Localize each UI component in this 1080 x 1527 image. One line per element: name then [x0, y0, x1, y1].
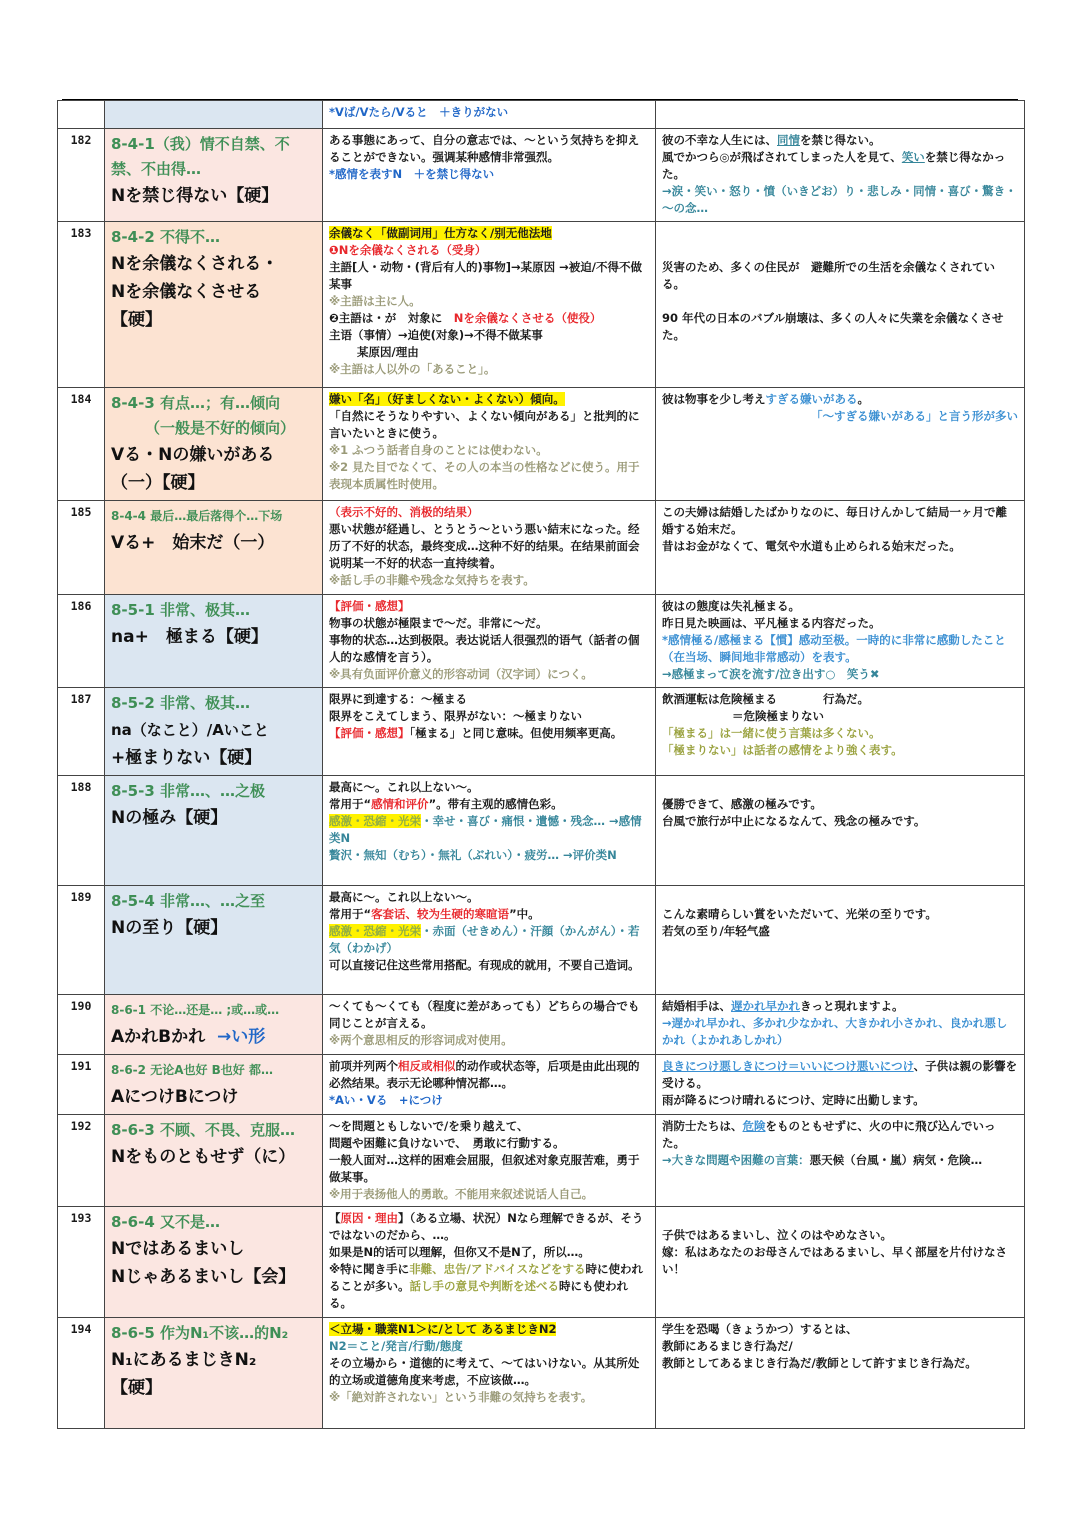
table-row-continued [58, 101, 1025, 129]
explanation-text: 事物的状态…达到极限。表达说话人很强烈的语气（話者の個人的な感情を言う）。 [329, 633, 640, 664]
form-note: *Aい・Vる +につけ [329, 1093, 443, 1107]
keyword: 笑い [901, 150, 925, 164]
explanation-text: 前项并列两个 [329, 1059, 398, 1073]
keyword: 話し手の意見や判断を述べる [409, 1279, 559, 1293]
note: ※具有负面评价意义的形容动词（汉字词）につく。 [329, 667, 593, 681]
pattern-title: na（なこと）/Aいこと [111, 721, 269, 739]
table-row [58, 1115, 1025, 1207]
example-text: 子供ではあるまいし、泣くのはやめなさい。 [662, 1228, 892, 1242]
pattern-cell [105, 1055, 323, 1115]
highlight: 嫌い「名」（好ましくない・よくない）傾向。 [329, 392, 565, 406]
example-text: 学生を恐喝（きょうかつ）するとは、 [662, 1322, 858, 1336]
highlight: ＜立場・職業N1＞に/として あるまじきN2 [329, 1322, 557, 1336]
highlight: 余儀なく「做副词用」仕方なく/别无他法地 [329, 226, 552, 240]
example-text: 彼はの態度は失礼極まる。 [662, 599, 800, 613]
explanation-cell [323, 886, 656, 995]
example-cell [656, 595, 1025, 688]
explanation-text: 限界をこえてしまう、限界がない：～極まりない [329, 709, 582, 723]
example-cell [656, 886, 1025, 995]
entry-code: 8-4-4 最后…最后落得个…下场 [111, 509, 283, 523]
pattern-title: Nをものともせず（に） [111, 1147, 296, 1167]
related-words: →大きな問題や困難の言葉： [662, 1153, 810, 1167]
related-words: →感極まって涙を流す/泣き出す○ 笑う✖ [662, 667, 880, 681]
table-row [58, 129, 1025, 222]
note: ※主語は主に人。 [329, 294, 421, 308]
table-row [58, 886, 1025, 995]
usage-note: 「～すぎる嫌いがある」と言う形が多い [811, 409, 1018, 423]
pattern-title: Nを余儀なくされる・ [111, 254, 279, 274]
idiom-note: *感情極る/感極まる【慣】感动至极。一時的に非常に感動したこと（在当场、瞬间地非常感动）を表す。 [662, 633, 1006, 664]
example-cell [656, 222, 1025, 388]
entry-number: 191 [58, 1055, 105, 1115]
explanation-cell [323, 995, 656, 1055]
keyword: 原因・理由 [340, 1211, 398, 1225]
example-cell [656, 995, 1025, 1055]
entry-code: 8-5-2 非常、极其… [111, 694, 250, 712]
explanation-text: 常用于“ [329, 797, 372, 811]
explanation-cell [323, 776, 656, 886]
example-text: 教師にあるまじき行為だ/ [662, 1339, 793, 1353]
example-cell [656, 101, 1025, 129]
pattern-title: +極まりない【硬】 [111, 748, 262, 768]
pattern-title: Vる+ 始末だ（一） [111, 533, 275, 553]
entry-number: 185 [58, 501, 105, 595]
entry-number: 193 [58, 1207, 105, 1318]
pattern-cell [105, 129, 323, 222]
related-words: →涙・笑い・怒り・憤（いきどお）り・悲しみ・同情・喜び・驚き・～の念… [662, 184, 1017, 215]
form-note: *Vば/Vたら/Vると ＋きりがない [329, 105, 509, 119]
pattern-title: Nを禁じ得ない【硬】 [111, 186, 279, 206]
table-row [58, 1318, 1025, 1429]
pattern-title: Nの至り【硬】 [111, 918, 228, 938]
explanation-text: ※特に聞き手に [329, 1262, 410, 1276]
form-note: N2＝こと/発言/行動/態度 [329, 1339, 463, 1353]
table-row [58, 1207, 1025, 1318]
note: ※話し手の非難や残念な気持ちを表す。 [329, 573, 535, 587]
table-row [58, 1055, 1025, 1115]
table-row [58, 501, 1025, 595]
explanation-text: 一般人面对…这样的困难会屈服，但叙述对象克服苦难，勇于做某事。 [329, 1153, 640, 1184]
entry-code: 8-4-3 有点…；有…倾向 [111, 394, 280, 412]
vocab-list: 悪天候（台風・嵐）病気・危険… [809, 1153, 983, 1167]
explanation-cell [323, 595, 656, 688]
example-text: 災害のため、多くの住民が 避難所での生活を余儀なくされている。 [662, 260, 996, 291]
usage-heading: ❶Nを余儀なくされる（受身） [329, 243, 487, 257]
example-cell [656, 501, 1025, 595]
highlight: 感激・恐縮・光栄 [329, 924, 421, 938]
explanation-text: 時に使われることが多い。 [329, 1262, 644, 1293]
example-text: ＝危険極まりない [732, 709, 824, 723]
explanation-cell [323, 1207, 656, 1318]
explanation-text: ～くても～くても（程度に差があっても）どちらの場合でも同じことが言える。 [329, 999, 640, 1030]
example-text: こんな素晴らしい賞をいただいて、光栄の至りです。 [662, 907, 937, 921]
explanation-text: ～を問題ともしないで/を乗り越えて、 [329, 1119, 529, 1133]
example-text: を禁じ得なかった。 [662, 150, 1006, 181]
explanation-text: ある事態にあって、自分の意志では、～という気持ちを抑えることができない。强调某种感情非常强烈。 [329, 133, 640, 164]
table-row [58, 222, 1025, 388]
example-text: 。 [857, 392, 869, 406]
table-row [58, 995, 1025, 1055]
explanation-cell [323, 222, 656, 388]
register-tag: 【硬】 [111, 310, 162, 330]
usage-heading: 【評価・感想】 [329, 599, 410, 613]
example-cell [656, 388, 1025, 501]
pattern-title: Nの極み【硬】 [111, 808, 228, 828]
entry-code-note: （一般是不好的倾向） [145, 419, 296, 437]
example-text: 飲酒運転は危険極まる 行為だ。 [662, 692, 869, 706]
explanation-text: 物事の状態が極限まで～だ。非常に～だ。 [329, 616, 548, 630]
example-text: 消防士たちは、 [662, 1119, 743, 1133]
example-text: 90 年代の日本のバブル崩壊は、多くの人々に失業を余儀なくさせた。 [662, 311, 1004, 342]
pattern-cell [105, 995, 323, 1055]
entry-number: 183 [58, 222, 105, 388]
highlight: 感激・恐縮・光栄 [329, 814, 421, 828]
entry-code: 8-5-3 非常…、…之极 [111, 782, 265, 800]
explanation-text: 的动作或状态等，后项是由此出现的必然结果。表示无论哪种情况都…。 [329, 1059, 640, 1090]
explanation-cell [323, 501, 656, 595]
explanation-text: 某原因/理由 [357, 345, 419, 359]
related-words: →遅かれ早かれ、多かれ少なかれ、大きかれ小さかれ、良かれ悪しかれ（よかれあしかれ） [662, 1016, 1008, 1047]
note: ※「絶対許されない」という非難の気持ちを表す。 [329, 1390, 593, 1404]
note: ※主語は人以外の「あること」。 [329, 362, 496, 376]
example-cell [656, 688, 1025, 776]
note: ※1 ふつう話者自身のことには使わない。 [329, 443, 548, 457]
example-cell [656, 1055, 1025, 1115]
example-cell [656, 1207, 1025, 1318]
explanation-text: その立場から・道徳的に考えて、～てはいけない。从其所处的立场或道德角度来考虑，不应该做…。 [329, 1356, 640, 1387]
explanation-text: 最高に～。これ以上ない～。 [329, 890, 479, 904]
example-text: 若気の至り/年轻气盛 [662, 924, 770, 938]
grammar-table [57, 100, 1025, 1429]
entry-number: 186 [58, 595, 105, 688]
note: ※用于表扬他人的勇敢。不能用来叙述说话人自己。 [329, 1187, 594, 1201]
explanation-text: ”。带有主观的感情色彩。 [428, 797, 563, 811]
pattern-title: （一）【硬】 [111, 473, 205, 493]
keyword: 客套话、较为生硬的寒暄语 [371, 907, 510, 921]
example-text: 教師としてあるまじき行為だ/教師として許すまじき行為だ。 [662, 1356, 977, 1370]
entry-number: 190 [58, 995, 105, 1055]
example-text: を禁じ得ない。 [800, 133, 881, 147]
entry-number: 189 [58, 886, 105, 995]
example-text: 彼は物事を少し考え [662, 392, 766, 406]
pattern-title: Nを余儀なくさせる [111, 282, 262, 302]
example-text: きっと現れますよ。 [800, 999, 904, 1013]
usage-heading: 【評価・感想】 [329, 726, 410, 740]
pattern-cell [105, 1207, 323, 1318]
pattern-cell [105, 595, 323, 688]
explanation-cell [323, 1055, 656, 1115]
example-text: 彼の不幸な人生には、 [662, 133, 777, 147]
explanation-text: 】（ある立場、状況）Nなら理解できるが、そうではないのだから、…。 [329, 1211, 644, 1242]
entry-number: 192 [58, 1115, 105, 1207]
keyword: 相反或相似 [398, 1059, 456, 1073]
explanation-text: 主語[人・动物・(背后有人的)事物]→某原因 →被迫/不得不做某事 [329, 260, 642, 291]
explanation-text: 常用于“ [329, 907, 372, 921]
explanation-text: 限界に到達する：～極まる [329, 692, 467, 706]
entry-code: 8-5-4 非常…、…之至 [111, 892, 265, 910]
example-text: 雨が降るにつけ晴れるにつけ、定時に出勤します。 [662, 1093, 925, 1107]
example-cell [656, 1115, 1025, 1207]
keyword: 同情 [777, 133, 800, 147]
example-text: この夫婦は結婚したばかりなのに、毎日けんかして結局一ヶ月で離婚する始末だ。 [662, 505, 1007, 536]
pattern-title: Vる・Nの嫌いがある [111, 445, 275, 465]
example-cell [656, 129, 1025, 222]
entry-code: 8-6-2 无论A也好 B也好 都… [111, 1063, 273, 1077]
table-row [58, 388, 1025, 501]
entry-number: 184 [58, 388, 105, 501]
entry-number: 188 [58, 776, 105, 886]
keyword: 遅かれ早かれ [731, 999, 800, 1013]
entry-code: 8-6-5 作为N₁不该…的N₂ [111, 1324, 289, 1342]
explanation-text: ”中。 [509, 907, 540, 921]
keyword: 非難、忠告/アドバイスなどをする [409, 1262, 586, 1276]
pattern-title: N₁にあるまじきN₂ [111, 1350, 257, 1370]
keyword: すぎる嫌いがある [765, 392, 858, 406]
entry-number: 194 [58, 1318, 105, 1429]
pattern-title: AにつけBにつけ [111, 1087, 239, 1107]
pattern-cell [105, 101, 323, 129]
example-text: 嫁：私はあなたのお母さんではあるまいし、早く部屋を片付けなさい！ [662, 1245, 1007, 1276]
entry-code: 8-4-2 不得不… [111, 228, 220, 246]
pattern-title: Nじゃあるまいし【会】 [111, 1267, 296, 1287]
keyword: 危険 [742, 1119, 766, 1133]
entry-code: 8-4-1（我）情不自禁、不禁、不由得… [111, 135, 290, 178]
example-text: をものともせずに、火の中に飛び込んでいった。 [662, 1119, 996, 1150]
example-text: 昔はお金がなくて、電気や水道も止められる始末だった。 [662, 539, 961, 553]
explanation-cell [323, 1318, 656, 1429]
register-tag: 【硬】 [111, 1378, 162, 1398]
entry-code: 8-6-3 不顾、不畏、克服… [111, 1121, 295, 1139]
explanation-text: 如果是N的话可以理解，但你又不是N了，所以…。 [329, 1245, 590, 1259]
pattern-cell [105, 688, 323, 776]
entry-number: 182 [58, 129, 105, 222]
pattern-cell [105, 886, 323, 995]
explanation-text: 最高に～。これ以上ない～。 [329, 780, 479, 794]
pattern-title: na+ 極まる【硬】 [111, 627, 268, 647]
vocab-list: ・赤面（せきめん）・汗顔（かんがん）・若気（わかげ） [329, 924, 640, 955]
explanation-text: 悪い状態が経過し、とうとう～という悪い結末になった。经历了不好的状态，最终变成…这种不好的结果。在结果前面会说明某一不好的状态一直持续着。 [329, 522, 640, 570]
usage-note: 「極まりない」は話者の感情をより強く表す。 [662, 743, 903, 757]
pattern-cell [105, 501, 323, 595]
explanation-cell [323, 688, 656, 776]
example-text: 優勝できて、感激の極みです。 [662, 797, 822, 811]
pattern-cell [105, 1115, 323, 1207]
entry-number: 187 [58, 688, 105, 776]
table-row [58, 595, 1025, 688]
entry-code: 8-6-1 不论…还是… ;或…或… [111, 1003, 280, 1017]
explanation-text: 【 [329, 1211, 341, 1225]
keyword: 感情和评价 [371, 797, 429, 811]
vocab-list: ・幸せ・喜び・痛恨・遺憾・残念… →感情类N [329, 814, 642, 845]
example-text: 、子供は親の影響を受ける。 [662, 1059, 1018, 1090]
note: ※两个意思相反的形容词成对使用。 [329, 1033, 513, 1047]
explanation-text: 「極まる」と同じ意味。但使用频率更高。 [409, 726, 623, 740]
example-text: 台風で旅行が中止になるなんて、残念の極みです。 [662, 814, 926, 828]
explanation-text: 問題や困難に負けないで、 勇敢に行動する。 [329, 1136, 565, 1150]
explanation-cell [323, 129, 656, 222]
pattern-cell [105, 222, 323, 388]
number-cell [58, 101, 105, 129]
usage-note: 「極まる」は一緒に使う言葉は多くない。 [662, 726, 881, 740]
example-cell [656, 776, 1025, 886]
usage-heading: （表示不好的、消极的结果） [329, 505, 479, 519]
pattern-title: Nではあるまいし [111, 1239, 245, 1259]
example-text: 結婚相手は、 [662, 999, 731, 1013]
form-note: *感情を表すN ＋を禁じ得ない [329, 167, 495, 181]
table-row [58, 776, 1025, 886]
explanation-cell [323, 388, 656, 501]
example-text: 風でかつら◎が飛ばされてしまった人を見て、 [662, 150, 902, 164]
explanation-text: 時にも使われる。 [329, 1279, 628, 1310]
explanation-text: 主语（事情）→迫使(对象)→不得不做某事 [329, 328, 543, 342]
example-cell [656, 1318, 1025, 1429]
explanation-cell [323, 1115, 656, 1207]
pattern-cell [105, 776, 323, 886]
explanation-text: 「自然にそうなりやすい、よくない傾向がある」と批判的に言いたいときに使う。 [329, 409, 640, 440]
example-text: 昨日見た映画は、平凡極まる内容だった。 [662, 616, 881, 630]
usage-heading: Nを余儀なくさせる（使役） [453, 311, 602, 325]
entry-code: 8-6-4 又不是… [111, 1213, 220, 1231]
vocab-list: 贅沢・無知（むち）・無礼（ぶれい）・疲労… →评价类N [329, 848, 617, 862]
explanation-text: ❷主語は・が 対象に [329, 311, 454, 325]
explanation-text: 可以直接记住这些常用搭配。有现成的就用，不要自己造词。 [329, 958, 640, 972]
pattern-title: AかれBかれ [111, 1027, 206, 1047]
explanation-cell [323, 101, 656, 129]
table-row [58, 688, 1025, 776]
pattern-cell [105, 388, 323, 501]
keyword: 良きにつけ悪しきにつけ＝いいにつけ悪いにつけ [662, 1059, 914, 1073]
pattern-cell [105, 1318, 323, 1429]
note: ※2 見た目でなくて、その人の本当の性格などに使う。用于表现本质属性时使用。 [329, 460, 640, 491]
entry-code: 8-5-1 非常、极其… [111, 601, 250, 619]
form-tag: →い形 [216, 1027, 266, 1047]
